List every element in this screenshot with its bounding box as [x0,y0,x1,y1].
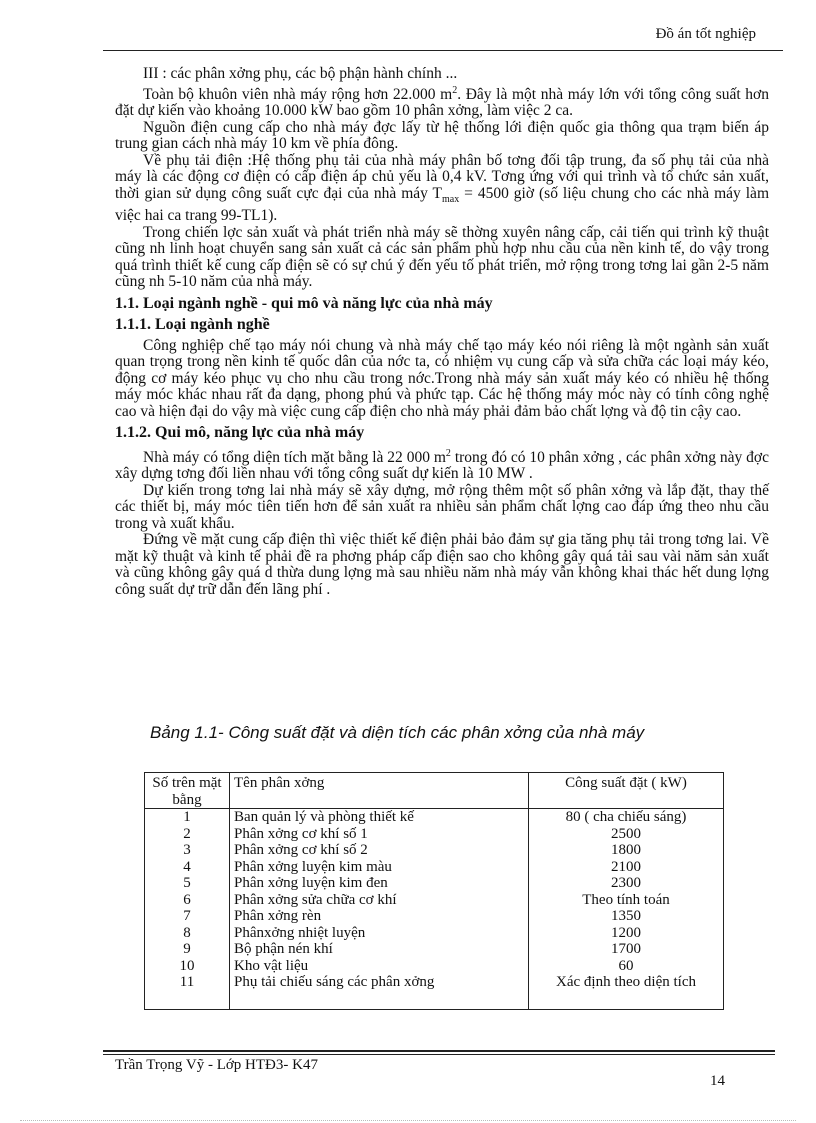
cell-number: 8 [145,925,230,942]
paragraph-2 [115,83,769,120]
paragraph-7-part-b: trong đó có 10 phân xởng , các phân xởng này đợc xây dựng tơng đối liền nhau với tổng công suất dự kiến là 10 MW . [115,448,769,483]
cell-power: 2500 [529,826,724,843]
cell-number: 3 [145,842,230,859]
cell-power: 80 ( cha chiếu sáng) [529,809,724,826]
header-divider [103,50,783,51]
cell-name: Phụ tải chiếu sáng các phân xởng [230,974,529,1009]
cell-number: 6 [145,892,230,909]
cell-power: 1800 [529,842,724,859]
paragraph-9: Đứng về mặt cung cấp điện thì việc thiết kế điện phải bảo đảm sự gia tăng phụ tải trong tơng lai. Về mặt kỹ thuật và kinh tế phải đề ra phơng pháp cấp điện sao cho không gây quá tải sau vài năm sản xuất và cũng không gây quá d thừa dung lợng mà sau nhiều năm nhà máy vẫn không khai thác hết dung lợng công suất dự trữ dẫn đến lãng phí . [115,531,769,598]
paragraph-7-part-a: Nhà máy có tổng diện tích mặt bằng là 22 000 m [143,448,446,466]
cell-power: 1200 [529,925,724,942]
subscript-max: max [442,193,460,205]
table-row [145,826,724,843]
paragraph-7 [115,446,769,483]
cell-power: Xác định theo diện tích [529,974,724,1009]
cell-name: Phânxởng nhiệt luyện [230,925,529,942]
page-bottom-dotted-line [20,1120,796,1121]
cell-name: Phân xởng cơ khí số 2 [230,842,529,859]
header-name: Tên phân xởng [230,773,529,809]
equipment-table [144,772,724,1010]
cell-name: Bộ phận nén khí [230,941,529,958]
header-power: Công suất đặt ( kW) [529,773,724,809]
cell-name: Phân xởng luyện kim đen [230,875,529,892]
table-header-row [145,773,724,809]
cell-number: 4 [145,859,230,876]
section-heading-1-1-2: 1.1.2. Qui mô, năng lực của nhà máy [115,424,365,442]
cell-number: 11 [145,974,230,1009]
cell-power: 60 [529,958,724,975]
cell-power: 1700 [529,941,724,958]
table-row [145,974,724,1009]
footer-divider-thin [103,1054,775,1055]
superscript-2b: 2 [445,447,451,459]
table-row [145,941,724,958]
paragraph-4 [115,153,769,225]
paragraph-8: Dự kiến trong tơng lai nhà máy sẽ xây dựng, mở rộng thêm một số phân xởng và lắp đặt, thay thế các thiết bị, máy móc tiên tiến hơn để sản xuất ra nhiều sản phẩm chất lợng cao đáp ứng theo nhu cầu trong và xuất khẩu. [115,481,769,532]
superscript-2: 2 [452,84,458,96]
footer-divider [103,1050,775,1052]
footer-author: Trần Trọng Vỹ - Lớp HTĐ3- K47 [115,1057,318,1073]
cell-name: Phân xởng cơ khí số 1 [230,826,529,843]
table-row [145,908,724,925]
cell-power: 2100 [529,859,724,876]
paragraph-6: Công nghiệp chế tạo máy nói chung và nhà máy chế tạo máy kéo nói riêng là một ngành sản xuất quan trọng trong nền kinh tế quốc dân của nớc ta, có nhiệm vụ cung cấp và sửa chữa các loại máy kéo, động cơ máy kéo phục vụ cho nhu cầu trong nớc.Trong nhà máy sản xuất máy kéo có nhiều hệ thống máy móc khác nhau rất đa dạng, phong phú và phức tạp. Các hệ thống máy móc này có tính công nghệ cao và hiện đại do vậy mà việc cung cấp điện cho nhà máy phải đảm bảo chất lợng và độ tin cậy cao. [115,336,769,420]
table-body [145,809,724,1010]
paragraph-5: Trong chiến lợc sản xuất và phát triển nhà máy sẽ thờng xuyên nâng cấp, cải tiến qui trình kỹ thuật cũng nh linh hoạt chuyển sang sản xuất cả các sản phẩm phù hợp nhu cầu của nền kinh tế, do vậy trong quá trình thiết kế cung cấp điện sẽ có sự chú ý đến yếu tố phát triển, mở rộng trong tơng lai gần 2-5 năm cũng nh 5-10 năm của nhà máy. [115,223,769,291]
table-row [145,842,724,859]
cell-number: 10 [145,958,230,975]
header-number: Số trên mặt bằng [145,773,230,809]
cell-power: Theo tính toán [529,892,724,909]
cell-number: 5 [145,875,230,892]
table-row [145,875,724,892]
page-number: 14 [710,1073,725,1089]
paragraph-3: Nguồn điện cung cấp cho nhà máy đợc lấy từ hệ thống lới điện quốc gia thông qua trạm biến áp trung gian cách nhà máy 10 km về phía đông. [115,118,769,153]
table-caption: Bảng 1.1- Công suất đặt và diện tích các phân xởng của nhà máy [150,723,645,742]
document-body [115,66,769,598]
cell-name: Kho vật liệu [230,958,529,975]
table-row [145,809,724,826]
cell-name: Ban quản lý và phòng thiết kế [230,809,529,826]
table-row [145,925,724,942]
table-row [145,958,724,975]
paragraph-1: III : các phân xởng phụ, các bộ phận hành chính ... [143,65,458,82]
paragraph-2-part-a: Toàn bộ khuôn viên nhà máy rộng hơn 22.000 m [143,85,453,103]
cell-name: Phân xởng sửa chữa cơ khí [230,892,529,909]
cell-name: Phân xởng rèn [230,908,529,925]
table-row [145,859,724,876]
cell-number: 9 [145,941,230,958]
paragraph-4-part-b: = 4500 giờ (số liệu chung cho các nhà máy làm việc hai ca trang 99-TL1). [115,184,769,225]
cell-number: 1 [145,809,230,826]
cell-power: 1350 [529,908,724,925]
paragraph-4-part-a: Về phụ tải điện :Hệ thống phụ tải của nhà máy phân bố tơng đối tập trung, đa số phụ tải của nhà máy là các động cơ điện có cấp điện áp chủ yếu là 0,4 kV. Tơng ứng với qui trình và tổ chức sản xuất, thời gian sử dụng công suất cực đại của nhà máy T [115,151,769,202]
cell-number: 2 [145,826,230,843]
cell-number: 7 [145,908,230,925]
table-row [145,892,724,909]
section-heading-1-1-1: 1.1.1. Loại ngành nghề [115,316,270,334]
paragraph-2-part-b: . Đây là một nhà máy lớn với tổng công suất hơn đặt dự kiến vào khoảng 10.000 kW bao gồm 10 phân xởng, làm việc 2 ca. [115,85,770,120]
section-heading-1-1: 1.1. Loại ngành nghề - qui mô và năng lực của nhà máy [115,294,493,312]
header-title: Đồ án tốt nghiệp [655,26,756,42]
cell-name: Phân xởng luyện kim màu [230,859,529,876]
cell-power: 2300 [529,875,724,892]
